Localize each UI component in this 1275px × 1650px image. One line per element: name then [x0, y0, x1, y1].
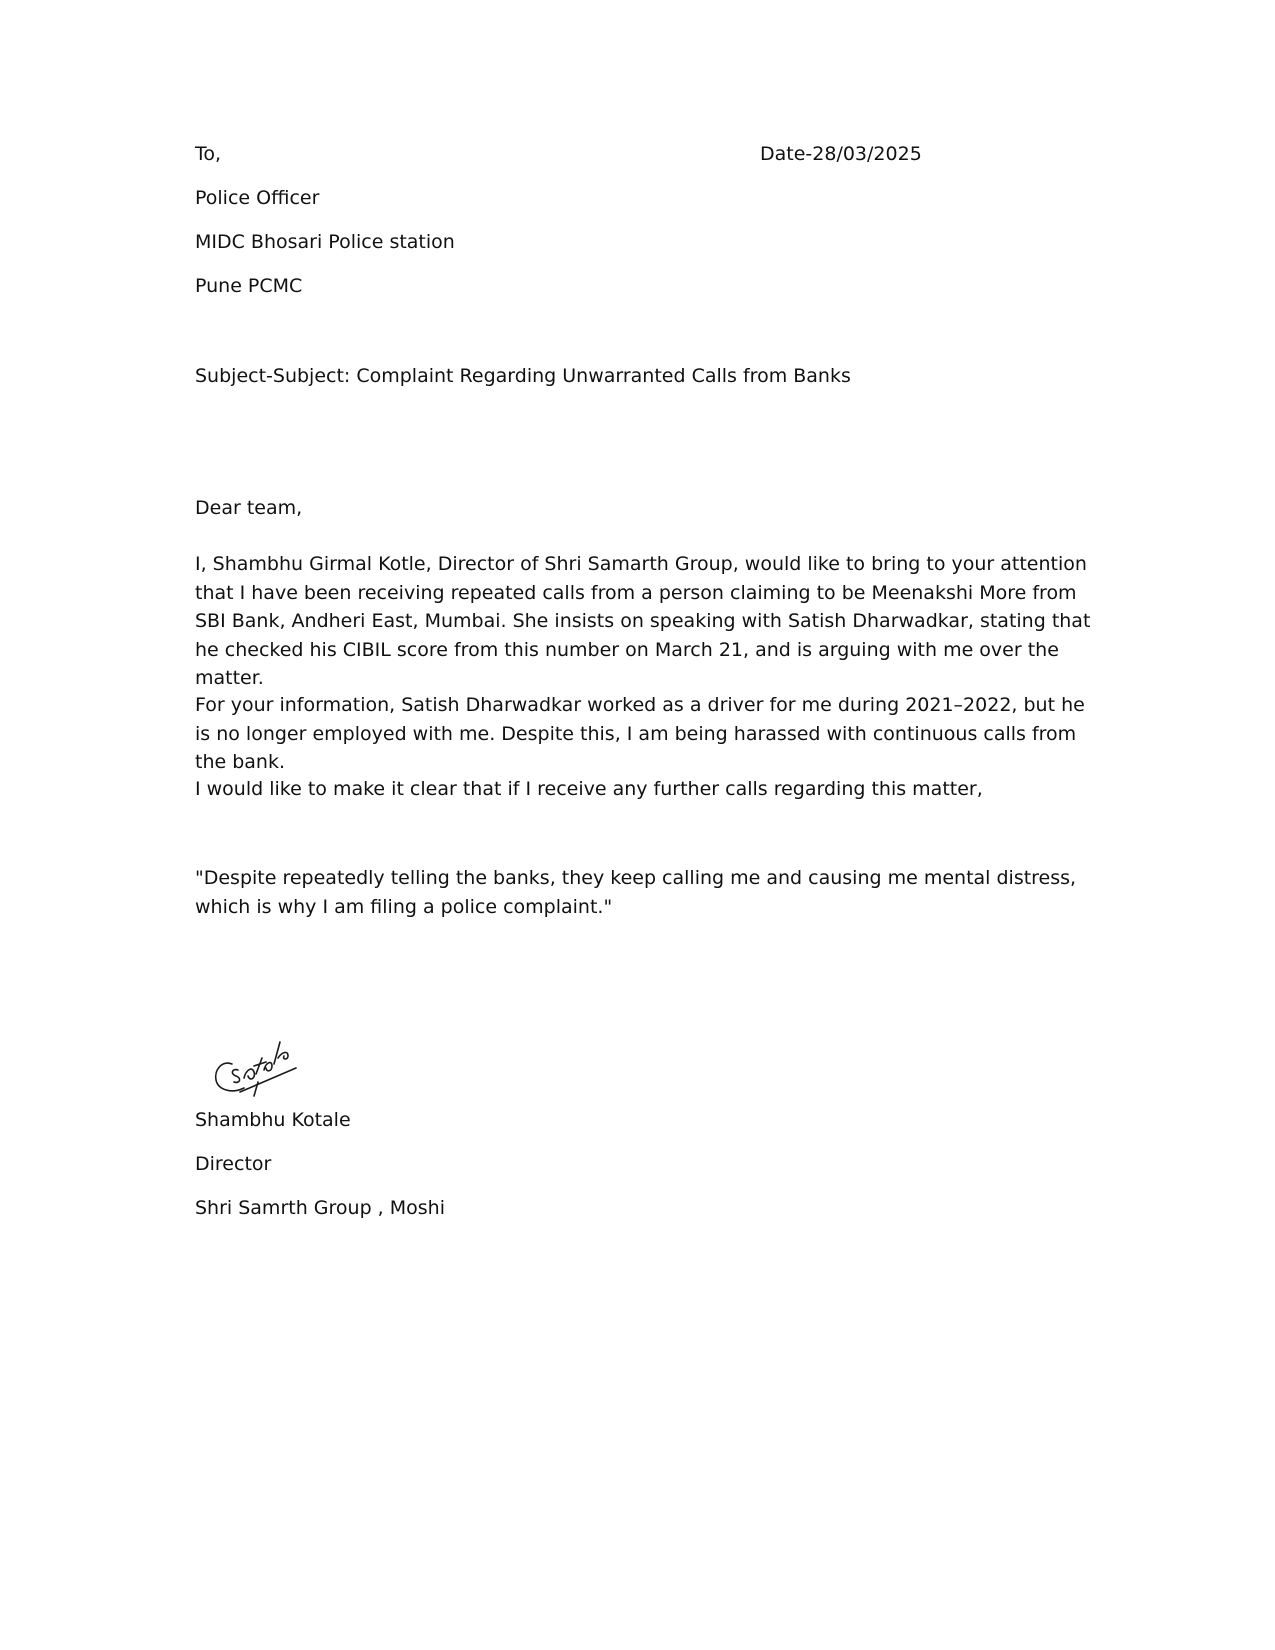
salutation-to: To,: [195, 143, 222, 165]
recipient-line-2: MIDC Bhosari Police station: [195, 231, 455, 253]
sender-title: Director: [195, 1153, 272, 1175]
body-paragraph-2: For your information, Satish Dharwadkar worked as a driver for me during 2021–2022, but he is no longer employed with me. Despite this, I am being harassed with continuous calls from the bank.: [195, 694, 1085, 773]
recipient-line-3: Pune PCMC: [195, 275, 303, 297]
sender-organization: Shri Samrth Group , Moshi: [195, 1197, 445, 1219]
signature-image: [210, 1030, 310, 1102]
body-paragraph-3: I would like to make it clear that if I receive any further calls regarding this matter,: [195, 778, 983, 800]
recipient-line-1: Police Officer: [195, 187, 320, 209]
body-paragraph-4: "Despite repeatedly telling the banks, they keep calling me and causing me mental distress, which is why I am filing a police complaint.": [195, 867, 1077, 918]
sender-name: Shambhu Kotale: [195, 1109, 351, 1131]
subject-line: Subject-Subject: Complaint Regarding Unwarranted Calls from Banks: [195, 365, 851, 387]
body-paragraph-1: I, Shambhu Girmal Kotle, Director of Shri Samarth Group, would like to bring to your attention that I have been receiving repeated calls from a person claiming to be Meenakshi More from SBI Bank, Andheri East, Mumbai. She insists on speaking with Satish Dharwadkar, stating that he checked his CIBIL score from this number on March 21, and is arguing with me over the matter.: [195, 553, 1091, 689]
letter-date: Date-28/03/2025: [760, 143, 922, 165]
greeting: Dear team,: [195, 497, 303, 519]
